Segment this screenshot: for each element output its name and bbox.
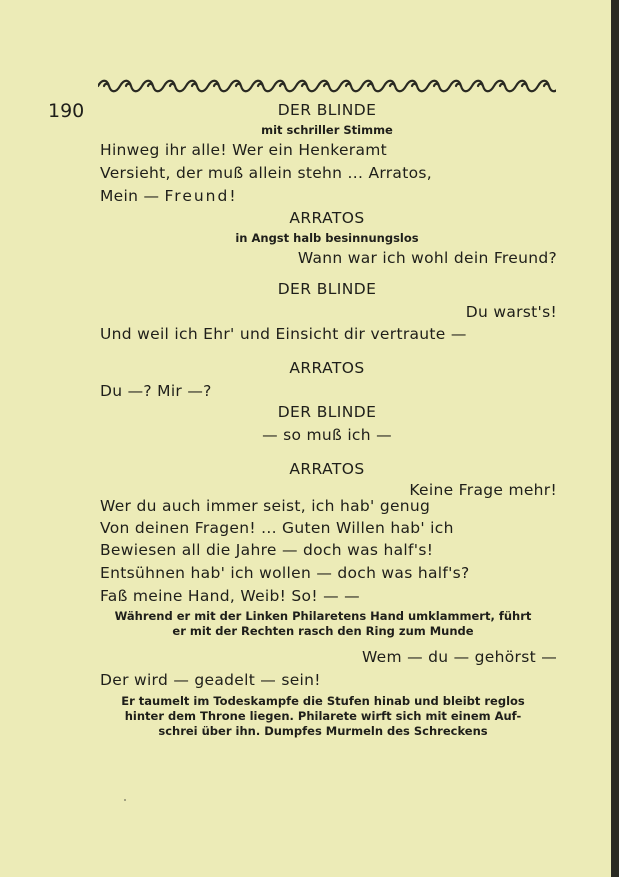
verse-line: Keine Frage mehr!: [409, 481, 557, 499]
verse-line: Von deinen Fragen! ... Guten Willen hab' ich: [100, 519, 454, 537]
page-edge: [611, 0, 619, 877]
stage-direction-line: hinter dem Throne liegen. Philarete wirft sich mit einem Auf-: [124, 709, 522, 723]
stage-direction-line: schrei über ihn. Dumpfes Murmeln des Schreckens: [158, 724, 488, 738]
verse-line: Hinweg ihr alle! Wer ein Henkeramt: [100, 141, 388, 159]
speaker-der-blinde: DER BLINDE: [277, 403, 377, 421]
speaker-arratos: ARRATOS: [289, 460, 365, 478]
stage-direction: mit schriller Stimme: [261, 123, 393, 137]
verse-line: Wer du auch immer seist, ich hab' genug: [100, 497, 431, 515]
verse-line: Du —? Mir —?: [100, 382, 212, 400]
stage-direction-line: er mit der Rechten rasch den Ring zum Munde: [172, 624, 474, 638]
verse-line: Der wird — geadelt — sein!: [100, 671, 321, 689]
verse-line: — so muß ich —: [262, 426, 392, 444]
verse-line: Wem — du — gehörst —: [361, 648, 557, 666]
ornament-border: [98, 78, 556, 94]
stage-direction-block: [90, 609, 556, 639]
speaker-arratos: ARRATOS: [289, 359, 365, 377]
verse-line: [100, 187, 238, 205]
speaker-der-blinde: DER BLINDE: [277, 101, 377, 119]
page-number: 190: [48, 100, 85, 122]
verse-text: Mein —: [100, 187, 165, 205]
verse-line: Entsühnen hab' ich wollen — doch was half's?: [100, 564, 470, 582]
speaker-der-blinde: DER BLINDE: [277, 280, 377, 298]
verse-line: Faß meine Hand, Weib! So! — —: [100, 587, 360, 605]
verse-line: Bewiesen all die Jahre — doch was half's!: [100, 541, 434, 559]
verse-line: Wann war ich wohl dein Freund?: [297, 249, 557, 267]
verse-line: Und weil ich Ehr' und Einsicht dir vertraute —: [100, 325, 467, 343]
stage-direction-line: Er taumelt im Todeskampfe die Stufen hinab und bleibt reglos: [121, 694, 525, 708]
verse-emphasis: Freund!: [164, 187, 238, 205]
stage-direction-block: [90, 694, 556, 739]
verse-line: Versieht, der muß allein stehn ... Arratos,: [100, 164, 432, 182]
stage-direction-line: Während er mit der Linken Philaretens Hand umklammert, führt: [114, 609, 532, 623]
verse-line: Du warst's!: [465, 303, 557, 321]
stage-direction: in Angst halb besinnungslos: [235, 231, 419, 245]
speaker-arratos: ARRATOS: [289, 209, 365, 227]
speck: [124, 799, 126, 801]
